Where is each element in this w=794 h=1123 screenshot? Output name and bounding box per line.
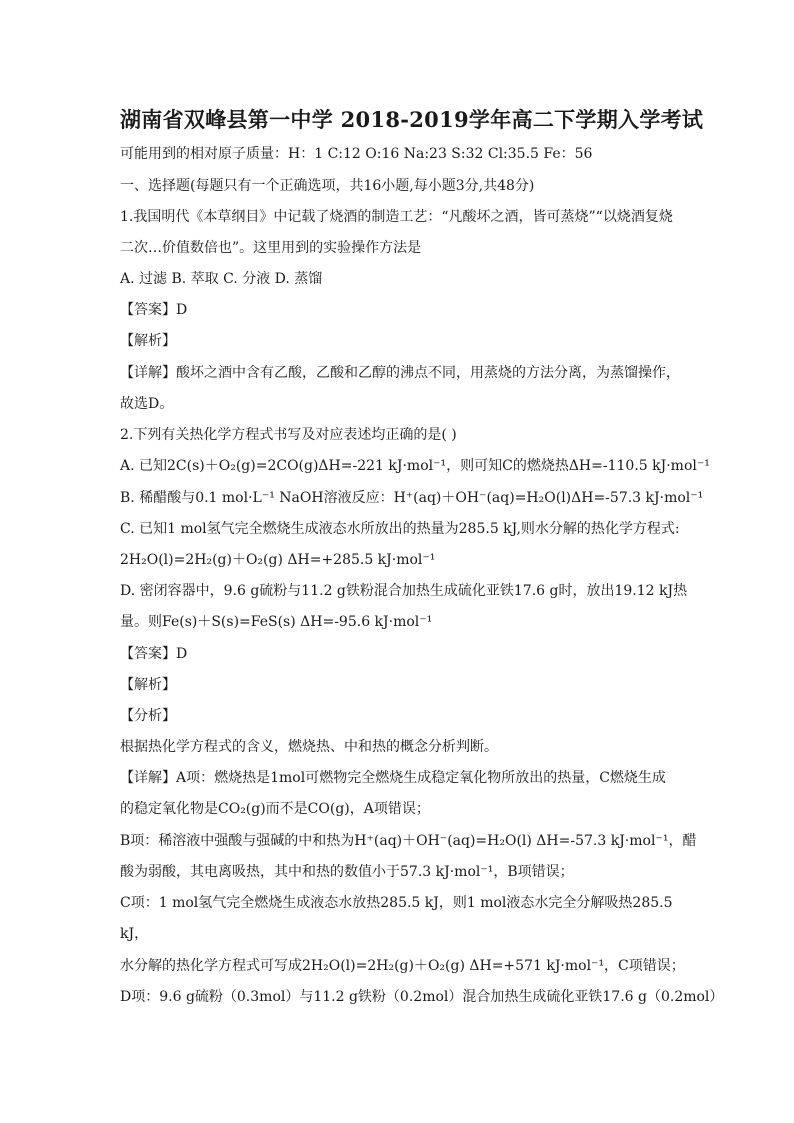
question-2-option-d: D. 密闭容器中，9.6 g硫粉与11.2 g铁粉混合加热生成硫化亚铁17.6 g时，放出19.12 kJ热: [120, 583, 688, 599]
section-heading: 一、选择题(每题只有一个正确选项，共16小题,每小题3分,共48分): [120, 178, 535, 194]
document-title: 湖南省双峰县第一中学 2018-2019学年高二下学期入学考试: [120, 107, 704, 132]
analysis-label: 【解析】: [120, 677, 176, 693]
detail-b-text: B项：稀溶液中强酸与强碱的中和热为H⁺(aq)＋OH⁻(aq)=H₂O(l) ΔH=-57.3 kJ·mol⁻¹，醋: [120, 833, 697, 849]
question-2-option-c: C. 已知1 mol氢气完全燃烧生成液态水所放出的热量为285.5 kJ,则水分解的热化学方程式:: [120, 521, 680, 537]
question-2-option-b: B. 稀醋酸与0.1 mol·L⁻¹ NaOH溶液反应：H⁺(aq)＋OH⁻(aq)=H₂O(l)ΔH=-57.3 kJ·mol⁻¹: [120, 490, 704, 506]
analysis-label: 【解析】: [120, 333, 176, 349]
question-2-option-c-cont: 2H₂O(l)=2H₂(g)＋O₂(g) ΔH=+285.5 kJ·mol⁻¹: [120, 552, 436, 568]
question-2-option-a: A. 已知2C(s)＋O₂(g)=2CO(g)ΔH=-221 kJ·mol⁻¹，则可知C的燃烧热ΔH=-110.5 kJ·mol⁻¹: [120, 458, 710, 474]
detail-c-text-cont: kJ，: [120, 926, 149, 942]
analysis-text: 根据热化学方程式的含义，燃烧热、中和热的概念分析判断。: [120, 739, 498, 755]
analysis-sub-label: 【分析】: [120, 708, 176, 724]
detail-d-text: D项：9.6 g硫粉（0.3mol）与11.2 g铁粉（0.2mol）混合加热生成硫化亚铁17.6 g（0.2mol）: [120, 989, 724, 1005]
question-1-stem-cont: 二次…价值数倍也”。这里用到的实验操作方法是: [120, 240, 422, 256]
relative-atomic-mass-line: 可能用到的相对原子质量：H：1 C:12 O:16 Na:23 S:32 Cl:35.5 Fe：56: [120, 146, 593, 162]
question-2-option-d-cont: 量。则Fe(s)＋S(s)=FeS(s) ΔH=-95.6 kJ·mol⁻¹: [120, 614, 433, 630]
question-1-stem: 1.我国明代《本草纲目》中记载了烧酒的制造工艺：“凡酸坏之酒，皆可蒸烧”“以烧酒复烧: [120, 209, 673, 225]
detail-text: 【详解】酸坏之酒中含有乙酸，乙酸和乙醇的沸点不同，用蒸烧的方法分离，为蒸馏操作，: [120, 365, 680, 381]
question-1-options: A. 过滤 B. 萃取 C. 分液 D. 蒸馏: [120, 271, 323, 287]
answer-label: 【答案】D: [120, 646, 188, 662]
detail-text-cont: 故选D。: [120, 396, 174, 412]
detail-b-text-cont: 酸为弱酸，其电离吸热，其中和热的数值小于57.3 kJ·mol⁻¹，B项错误；: [120, 864, 574, 880]
detail-c-equation: 水分解的热化学方程式可写成2H₂O(l)=2H₂(g)＋O₂(g) ΔH=+571 kJ·mol⁻¹，C项错误；: [120, 958, 685, 974]
question-2-stem: 2.下列有关热化学方程式书写及对应表述均正确的是( ): [120, 427, 457, 443]
detail-a-text-cont: 的稳定氧化物是CO₂(g)而不是CO(g)，A项错误；: [120, 801, 430, 817]
detail-a-text: 【详解】A项：燃烧热是1mol可燃物完全燃烧生成稳定氧化物所放出的热量，C燃烧生成: [120, 770, 666, 786]
detail-c-text: C项：1 mol氢气完全燃烧生成液态水放热285.5 kJ，则1 mol液态水完全分解吸热285.5: [120, 895, 673, 911]
answer-label: 【答案】D: [120, 302, 188, 318]
